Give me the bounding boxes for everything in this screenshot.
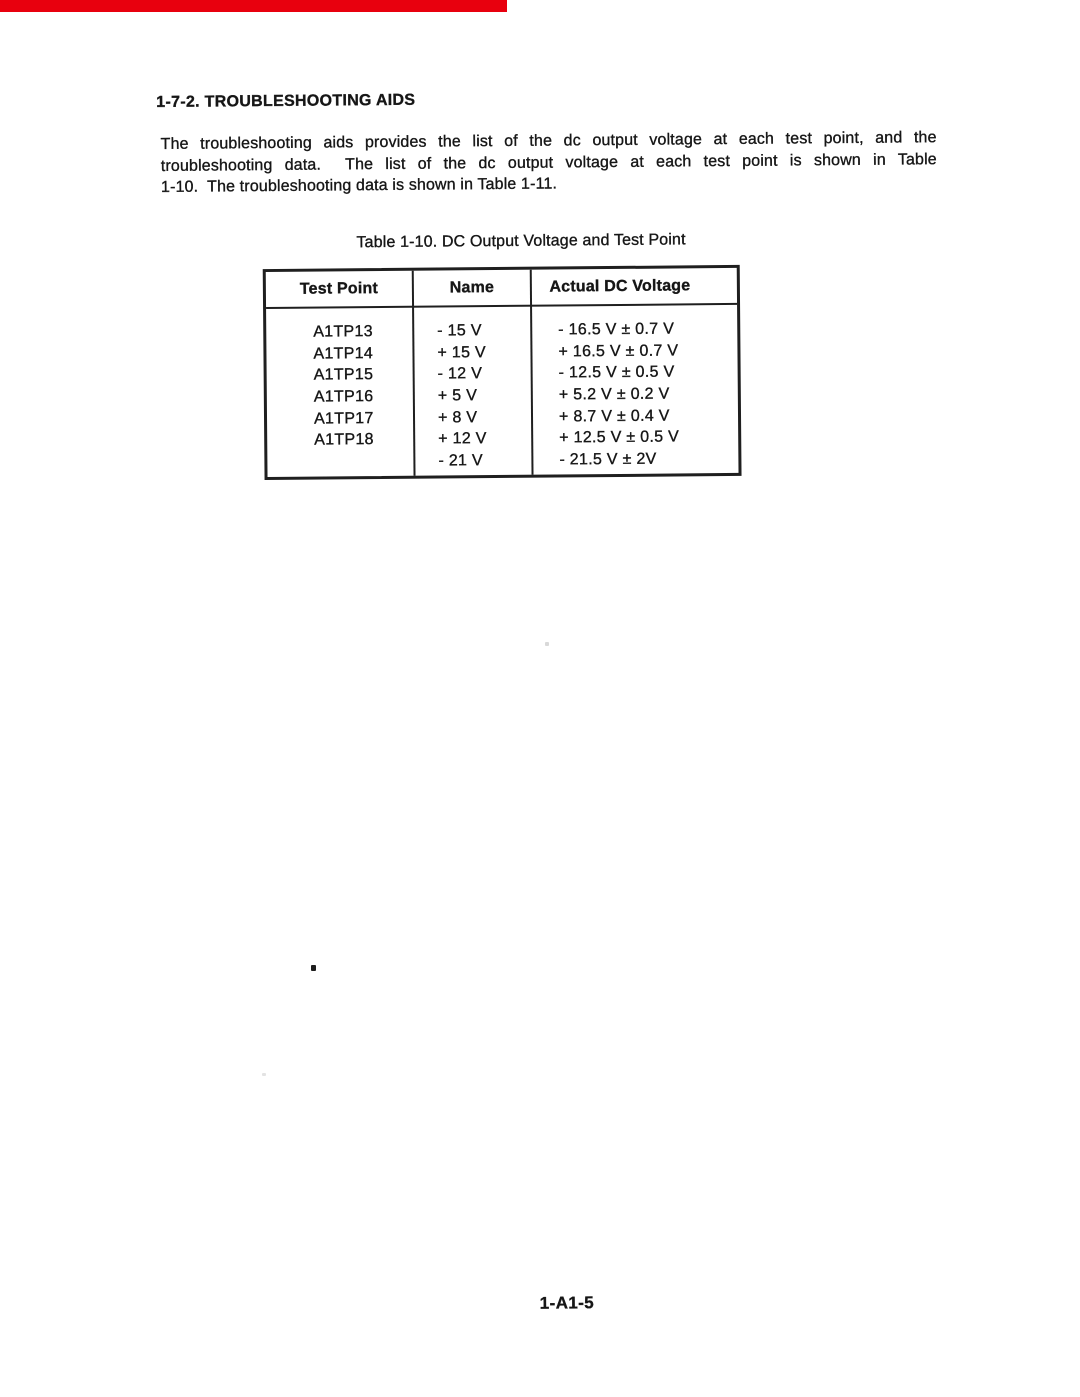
cell-test-point: A1TP17 [313, 409, 374, 428]
cell-name: + 5 V [437, 387, 478, 405]
cell-actual-voltage: + 12.5 V ± 0.5 V [559, 428, 680, 447]
section-heading: 1-7-2. TROUBLESHOOTING AIDS [156, 91, 416, 111]
table-body [266, 305, 738, 474]
cell-test-point: A1TP13 [313, 323, 373, 341]
cell-actual-voltage: - 12.5 V ± 0.5 V [558, 363, 675, 382]
scan-speck [545, 642, 549, 646]
cell-actual-voltage: - 21.5 V ± 2V [559, 450, 657, 469]
column-header-test-point: Test Point [299, 280, 379, 298]
cell-test-point [267, 451, 413, 474]
cell-test-point: A1TP18 [314, 431, 374, 450]
cell-name: + 8 V [437, 408, 478, 427]
intro-paragraph [161, 127, 938, 199]
cell-actual-voltage: + 5.2 V ± 0.2 V [558, 385, 670, 404]
cell-name: - 12 V [437, 365, 483, 383]
dc-output-voltage-table [263, 265, 742, 480]
paragraph-line: 1-10. The troubleshooting data is shown in Table 1-11. [160, 175, 558, 197]
cell-test-point: A1TP14 [313, 344, 374, 363]
table-header-row [266, 268, 737, 309]
cell-name: + 15 V [437, 343, 487, 362]
cell-actual-voltage: + 8.7 V ± 0.4 V [558, 407, 670, 426]
cell-test-point: A1TP16 [313, 388, 374, 406]
table-row [267, 448, 738, 474]
cell-actual-voltage: + 16.5 V ± 0.7 V [558, 342, 679, 361]
scan-speck [262, 1073, 266, 1076]
paragraph-line: troubleshooting data. The list of the dc output voltage at each test point is shown in Table [160, 150, 937, 175]
page-number: 1-A1-5 [539, 1293, 595, 1313]
paragraph-line: The troubleshooting aids provides the list of the dc output voltage at each test point, and the [160, 129, 937, 153]
cell-name: - 21 V [438, 452, 483, 470]
column-header-name: Name [449, 279, 495, 297]
cell-test-point: A1TP15 [313, 366, 374, 385]
scan-speck [311, 965, 316, 971]
cell-name: - 15 V [437, 322, 482, 340]
table-caption: Table 1-10. DC Output Voltage and Test Point [356, 231, 686, 252]
column-header-actual-dc-voltage: Actual DC Voltage [549, 277, 691, 296]
cell-name: + 12 V [438, 430, 487, 448]
cell-actual-voltage: - 16.5 V ± 0.7 V [558, 320, 675, 339]
